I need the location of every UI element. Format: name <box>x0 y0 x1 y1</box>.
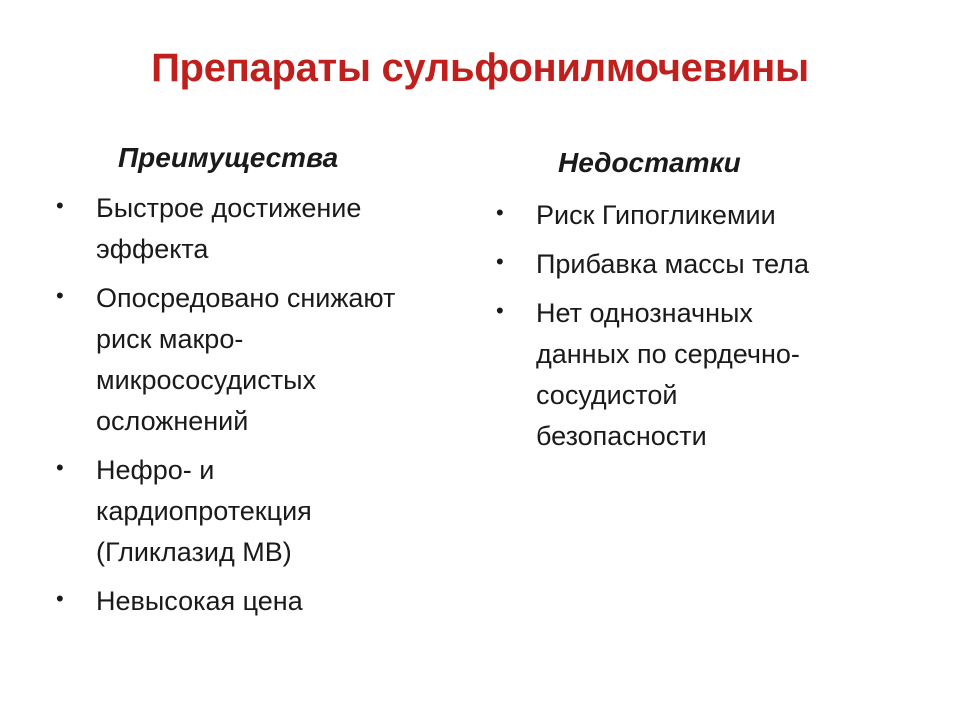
slide-title: Препараты сульфонилмочевины <box>151 46 809 90</box>
list-item <box>56 450 456 573</box>
item-line: микрососудистых <box>96 365 317 395</box>
item-line: Риск Гипогликемии <box>536 200 776 230</box>
item-line: Быстрое достижение <box>96 193 362 223</box>
list-item <box>56 278 456 442</box>
advantages-heading: Преимущества <box>118 142 339 173</box>
item-line: кардиопротекция <box>96 496 312 526</box>
item-line: Опосредовано снижают <box>96 283 396 313</box>
item-line: риск макро- <box>96 324 244 354</box>
item-line: Прибавка массы тела <box>536 249 810 279</box>
bullet-icon: • <box>56 455 64 480</box>
list-item <box>56 188 456 270</box>
disadvantages-heading: Недостатки <box>558 147 741 178</box>
list-item <box>496 195 896 236</box>
item-line: осложнений <box>96 406 249 436</box>
item-line: Нефро- и <box>96 455 215 485</box>
item-line: эффекта <box>96 234 209 264</box>
bullet-icon: • <box>56 586 64 611</box>
item-line: данных по сердечно- <box>536 339 800 369</box>
item-line: (Гликлазид МВ) <box>96 537 292 567</box>
bullet-icon: • <box>56 283 64 308</box>
item-line: сосудистой <box>536 380 678 410</box>
item-line: Невысокая цена <box>96 586 303 616</box>
list-item <box>496 293 896 457</box>
item-line: Нет однозначных <box>536 298 753 328</box>
advantages-list <box>56 188 456 622</box>
advantages-column <box>56 138 456 630</box>
disadvantages-column <box>496 143 896 465</box>
bullet-icon: • <box>496 249 504 274</box>
list-item <box>56 581 456 622</box>
item-line: безопасности <box>536 421 707 451</box>
list-item <box>496 244 896 285</box>
bullet-icon: • <box>496 298 504 323</box>
bullet-icon: • <box>496 200 504 225</box>
disadvantages-list <box>496 195 896 457</box>
bullet-icon: • <box>56 193 64 218</box>
